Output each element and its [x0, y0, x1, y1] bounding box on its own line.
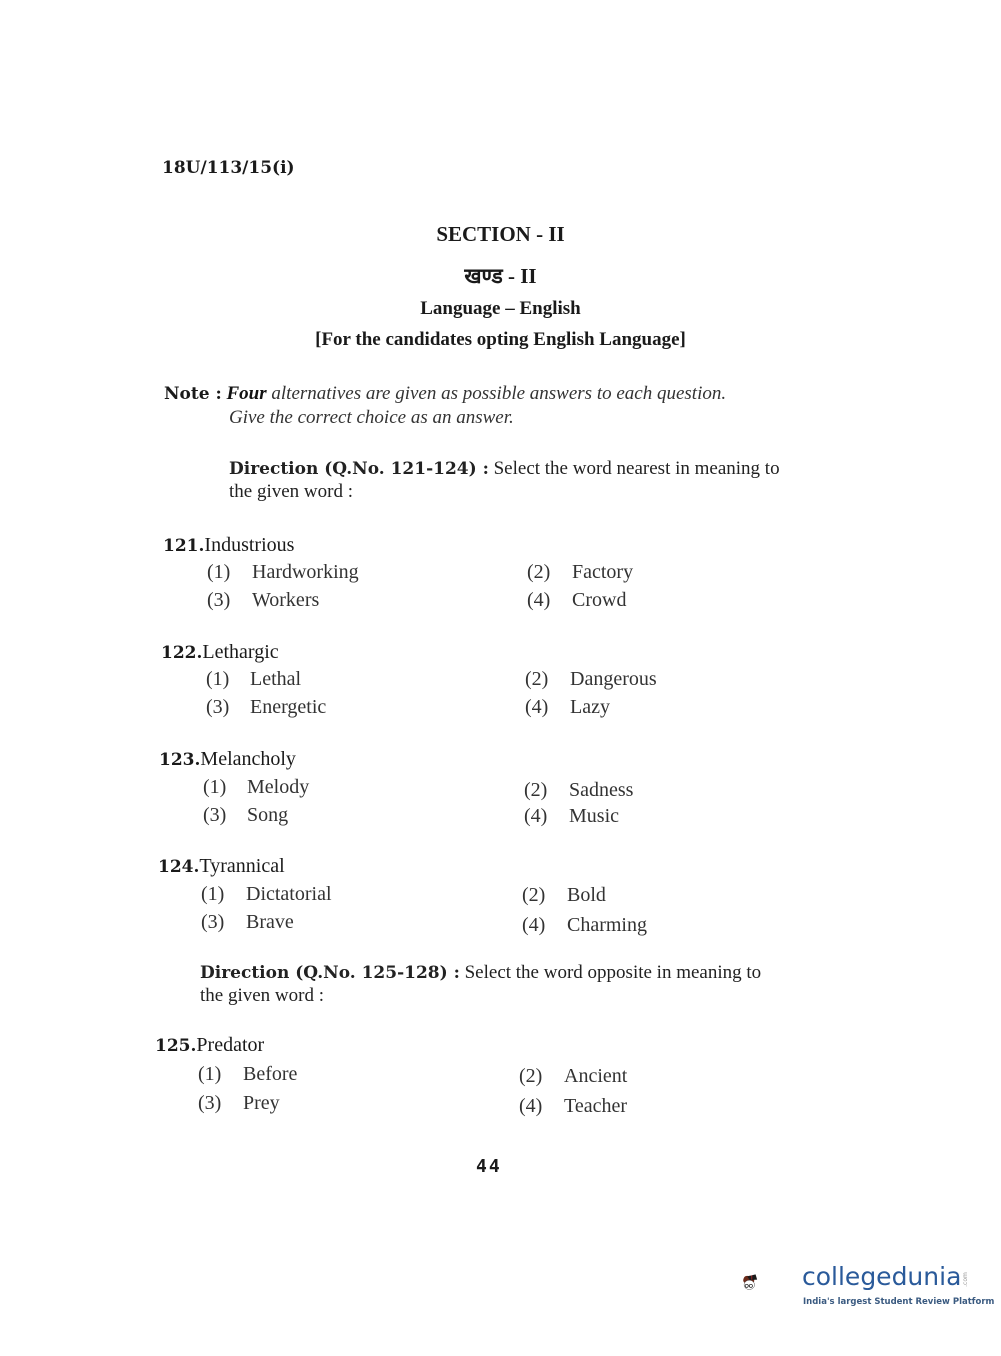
option-number: (3): [207, 589, 231, 611]
option-text: Crowd: [572, 589, 627, 611]
question-word: Tyrannical: [199, 855, 285, 877]
option-text: Before: [243, 1063, 298, 1085]
note: [164, 383, 726, 405]
question-number: 122.: [161, 643, 203, 663]
option-number: (1): [201, 883, 225, 905]
option-text: Dictatorial: [246, 883, 332, 905]
option-text: Teacher: [564, 1095, 627, 1117]
question-1: [163, 534, 294, 557]
watermark-com: .com: [961, 1272, 969, 1287]
question-word: Industrious: [204, 534, 295, 556]
option-text: Workers: [252, 589, 320, 611]
option-number: (3): [203, 804, 227, 826]
option-text: Dangerous: [570, 668, 657, 690]
direction-1-line2: the given word :: [229, 481, 354, 502]
direction-2: [200, 962, 761, 984]
option-number: (1): [203, 776, 227, 798]
watermark-tagline: India's largest Student Review Platform: [803, 1297, 995, 1307]
language-heading: Language – English: [420, 298, 581, 319]
option-number: (4): [525, 696, 549, 718]
question-5: [155, 1034, 264, 1057]
note-line1: alternatives are given as possible answers to each question.: [266, 383, 727, 404]
option-number: (4): [519, 1095, 543, 1117]
option-number: (1): [206, 668, 230, 690]
option-text: Energetic: [250, 696, 327, 718]
direction-1: [229, 458, 780, 480]
option-number: (2): [525, 668, 549, 690]
question-number: 124.: [158, 857, 200, 877]
question-word: Predator: [196, 1034, 265, 1056]
option-text: Melody: [247, 776, 310, 798]
option-number: (3): [198, 1092, 222, 1114]
question-3: [159, 748, 296, 771]
option-number: (2): [519, 1065, 543, 1087]
note-label: Note :: [164, 384, 222, 404]
question-word: Melancholy: [200, 748, 296, 770]
note-line2: Give the correct choice as an answer.: [229, 407, 514, 428]
option-text: Charming: [567, 914, 647, 936]
question-number: 121.: [163, 536, 205, 556]
option-text: Brave: [246, 911, 294, 933]
question-number: 123.: [159, 750, 201, 770]
option-number: (3): [201, 911, 225, 933]
option-text: Sadness: [569, 779, 634, 801]
watermark-brand: collegedunia: [802, 1262, 962, 1291]
option-text: Lethal: [250, 668, 302, 690]
option-text: Ancient: [564, 1065, 628, 1087]
direction-text: Select the word nearest in meaning to: [488, 458, 780, 479]
option-text: Hardworking: [252, 561, 359, 583]
collegedunia-mascot-icon: [742, 1248, 802, 1318]
option-number: (1): [198, 1063, 222, 1085]
note-bold: Four: [226, 383, 267, 404]
section-title: SECTION - II: [436, 222, 565, 246]
section-title-hindi: खण्ड - II: [464, 264, 537, 288]
option-text: Prey: [243, 1092, 280, 1114]
option-number: (1): [207, 561, 231, 583]
page-number: 44: [476, 1156, 502, 1177]
direction-text: Select the word opposite in meaning to: [459, 962, 762, 983]
direction-label: Direction (Q.No. 125-128) :: [200, 963, 460, 983]
candidates-note: [For the candidates opting English Language]: [315, 329, 686, 350]
option-text: Song: [247, 804, 289, 826]
option-text: Music: [569, 805, 619, 827]
option-number: (4): [527, 589, 551, 611]
option-number: (4): [524, 805, 548, 827]
option-number: (4): [522, 914, 546, 936]
option-text: Bold: [567, 884, 606, 906]
option-number: (2): [522, 884, 546, 906]
direction-label: Direction (Q.No. 121-124) :: [229, 459, 489, 479]
paper-code: 18U/113/15(i): [162, 158, 295, 178]
question-number: 125.: [155, 1036, 197, 1056]
question-word: Lethargic: [202, 641, 279, 663]
option-text: Lazy: [570, 696, 610, 718]
option-number: (2): [524, 779, 548, 801]
option-number: (2): [527, 561, 551, 583]
direction-2-line2: the given word :: [200, 985, 325, 1006]
option-number: (3): [206, 696, 230, 718]
option-text: Factory: [572, 561, 634, 583]
question-4: [158, 855, 285, 878]
question-2: [161, 641, 279, 664]
